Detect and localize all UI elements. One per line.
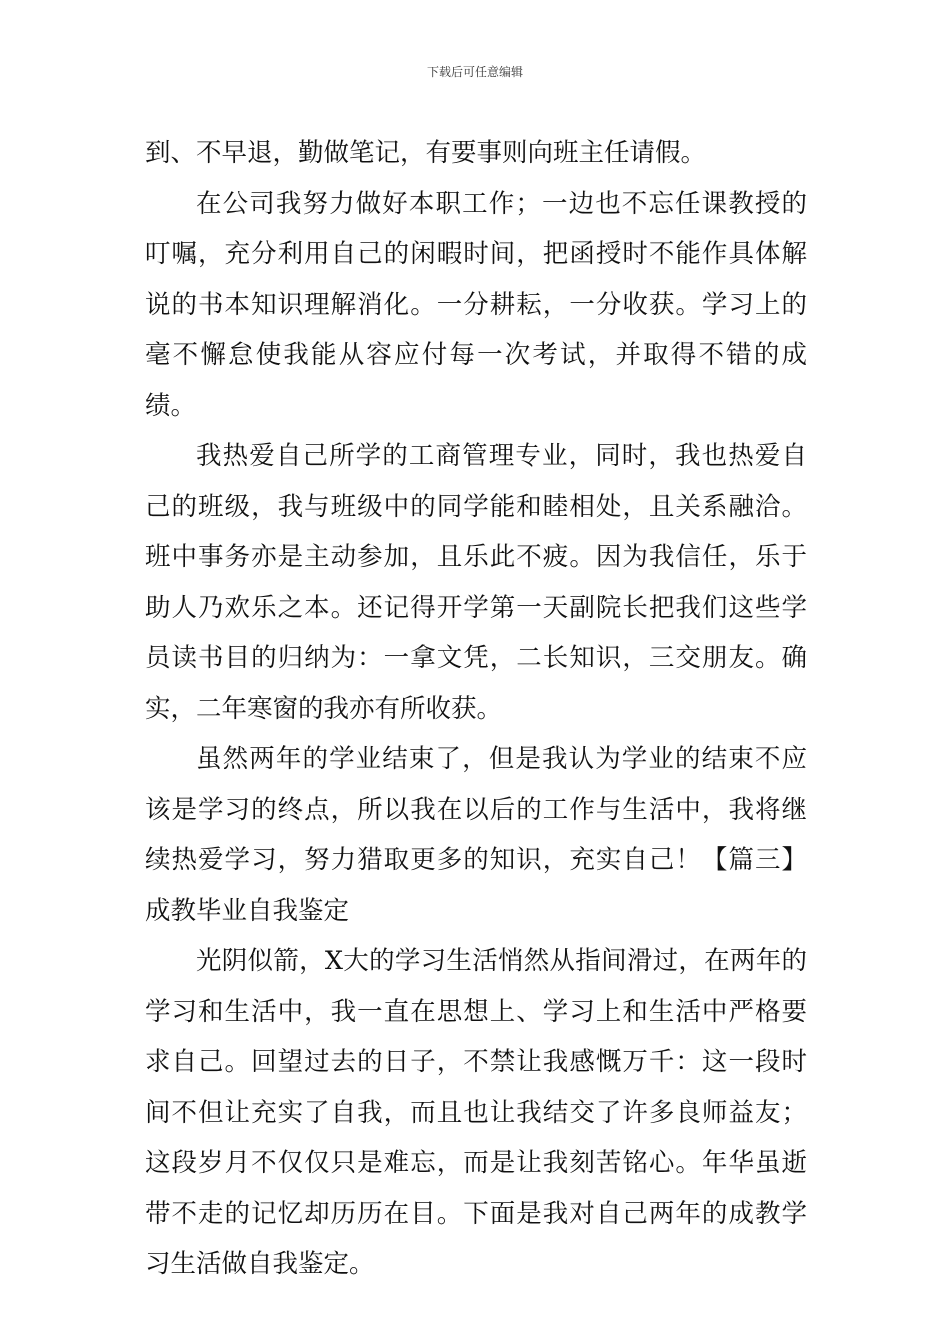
- paragraph-1: 到、不早退，勤做笔记，有要事则向班主任请假。: [145, 138, 707, 168]
- paragraph-2: 在公司我努力做好本职工作；一边也不忘任课教授的叮嘱，充分利用自己的闲暇时间，把函授时不能作具体解说的书本知识理解消化。一分耕耘，一分收获。学习上的毫不懈怠使我能从容应付每一次考试，并取得不错的成绩。: [145, 188, 807, 421]
- document-body: [145, 128, 807, 1290]
- paragraph-5: 光阴似箭，X大的学习生活悄然从指间滑过，在两年的学习和生活中，我一直在思想上、学习上和生活中严格要求自己。回望过去的日子，不禁让我感慨万千：这一段时间不但让充实了自我，而且也让我结交了许多良师益友；这段岁月不仅仅只是难忘，而是让我刻苦铭心。年华虽逝带不走的记忆却历历在目。下面是我对自己两年的成教学习生活做自我鉴定。: [145, 946, 807, 1279]
- paragraph-4: 虽然两年的学业结束了，但是我认为学业的结束不应该是学习的终点，所以我在以后的工作与生活中，我将继续热爱学习，努力猎取更多的知识，充实自己！【篇三】成教毕业自我鉴定: [145, 744, 807, 926]
- paragraph-3: 我热爱自己所学的工商管理专业，同时，我也热爱自己的班级，我与班级中的同学能和睦相处，且关系融洽。班中事务亦是主动参加，且乐此不疲。因为我信任，乐于助人乃欢乐之本。还记得开学第一天副院长把我们这些学员读书目的归纳为：一拿文凭，二长知识，三交朋友。确实，二年寒窗的我亦有所收获。: [145, 441, 807, 724]
- page-header: 下载后可任意编辑: [426, 65, 523, 79]
